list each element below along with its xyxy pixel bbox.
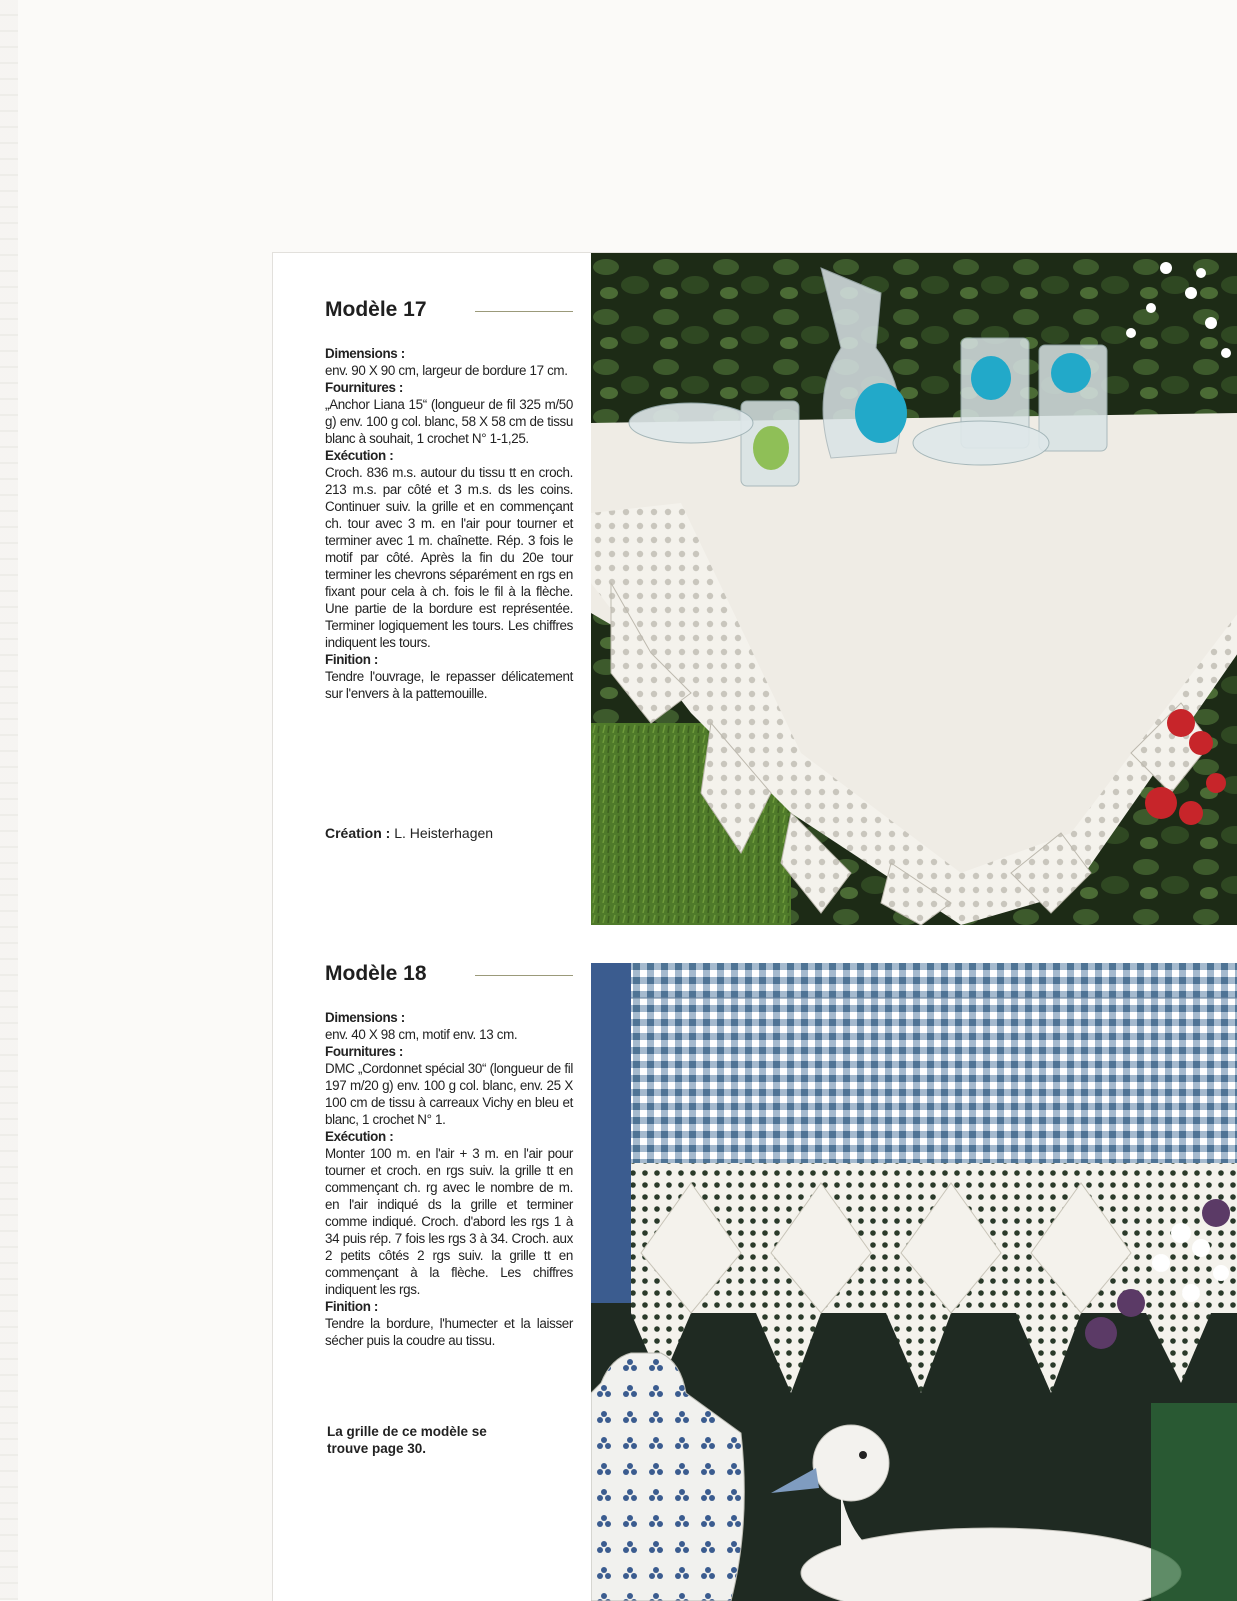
- model-18-section: [325, 961, 573, 1349]
- text-column: [273, 253, 591, 1601]
- model-18-instructions: [325, 1009, 573, 1349]
- execution-label: Exécution :: [325, 1129, 394, 1144]
- supplies-text: DMC „Cordonnet spécial 30“ (longueur de fil 197 m/20 g) env. 100 g col. blanc, env. 25 X 100 cm de tissu à carreaux Vichy en bleu et blanc, 1 crochet N° 1.: [325, 1061, 573, 1127]
- execution-label: Exécution :: [325, 448, 394, 463]
- curtain-illustration: [591, 963, 1237, 1601]
- credit-value: L. Heisterhagen: [394, 825, 494, 841]
- binder-edge: [0, 0, 18, 1600]
- credit-label: Création :: [325, 825, 391, 841]
- model-17-title-text: Modèle 17: [325, 298, 427, 321]
- dimensions-text: env. 90 X 90 cm, largeur de bordure 17 cm.: [325, 363, 568, 378]
- model-18-title-text: Modèle 18: [325, 962, 427, 985]
- supplies-label: Fournitures :: [325, 1044, 404, 1059]
- model-17-title: [325, 297, 573, 323]
- finishing-label: Finition :: [325, 1299, 379, 1314]
- design-credit: [325, 825, 493, 841]
- tablecloth-photo: [591, 253, 1237, 925]
- model-17-instructions: [325, 345, 573, 702]
- title-rule: [475, 975, 573, 976]
- dimensions-label: Dimensions :: [325, 1010, 405, 1025]
- grid-page-note: La grille de ce modèle se trouve page 30.: [327, 1424, 487, 1456]
- dimensions-text: env. 40 X 98 cm, motif env. 13 cm.: [325, 1027, 518, 1042]
- tablecloth-illustration: [591, 253, 1237, 925]
- model-17-section: [325, 297, 573, 702]
- execution-text: Croch. 836 m.s. autour du tissu tt en croch. 213 m.s. par côté et 3 m.s. ds les coins. Continuer suiv. la grille et en commençant ch. tour avec 3 m. en l'air pour tourner et terminer avec 1 m. chaînette. Rép. 3 fois le motif par côté. Après la fin du 20e tour terminer les chevrons séparément en rgs en fixant pour cela à ch. fois le fil à la flèche. Une partie de la bordure est représentée. Terminer logiquement les tours. Les chiffres indiquent les tours.: [325, 465, 573, 650]
- dimensions-label: Dimensions :: [325, 346, 405, 361]
- title-rule: [475, 311, 573, 312]
- curtain-photo: [591, 963, 1237, 1601]
- model-18-title: [325, 961, 573, 987]
- supplies-text: „Anchor Liana 15“ (longueur de fil 325 m/50 g) env. 100 g col. blanc, 58 X 58 cm de tissu blanc à souhait, 1 crochet N° 1-1,25.: [325, 397, 573, 446]
- finishing-label: Finition :: [325, 652, 379, 667]
- supplies-label: Fournitures :: [325, 380, 404, 395]
- execution-text: Monter 100 m. en l'air + 3 m. en l'air pour tourner et croch. en rgs suiv. la grille tt en commençant ch. rg avec le nombre de m. en l'air indiqué ds la grille et terminer comme indiqué. Croch. d'abord les rgs 1 à 34 puis rép. 7 fois les rgs 3 à 34. Croch. aux 2 petits côtés 2 rgs suiv. la grille tt en commençant à la flèche. Les chiffres indiquent les rgs.: [325, 1146, 573, 1297]
- finishing-text: Tendre la bordure, l'humecter et la laisser sécher puis la coudre au tissu.: [325, 1316, 573, 1348]
- magazine-page: [272, 252, 1237, 1601]
- finishing-text: Tendre l'ouvrage, le repasser délicatement sur l'envers à la pattemouille.: [325, 669, 573, 701]
